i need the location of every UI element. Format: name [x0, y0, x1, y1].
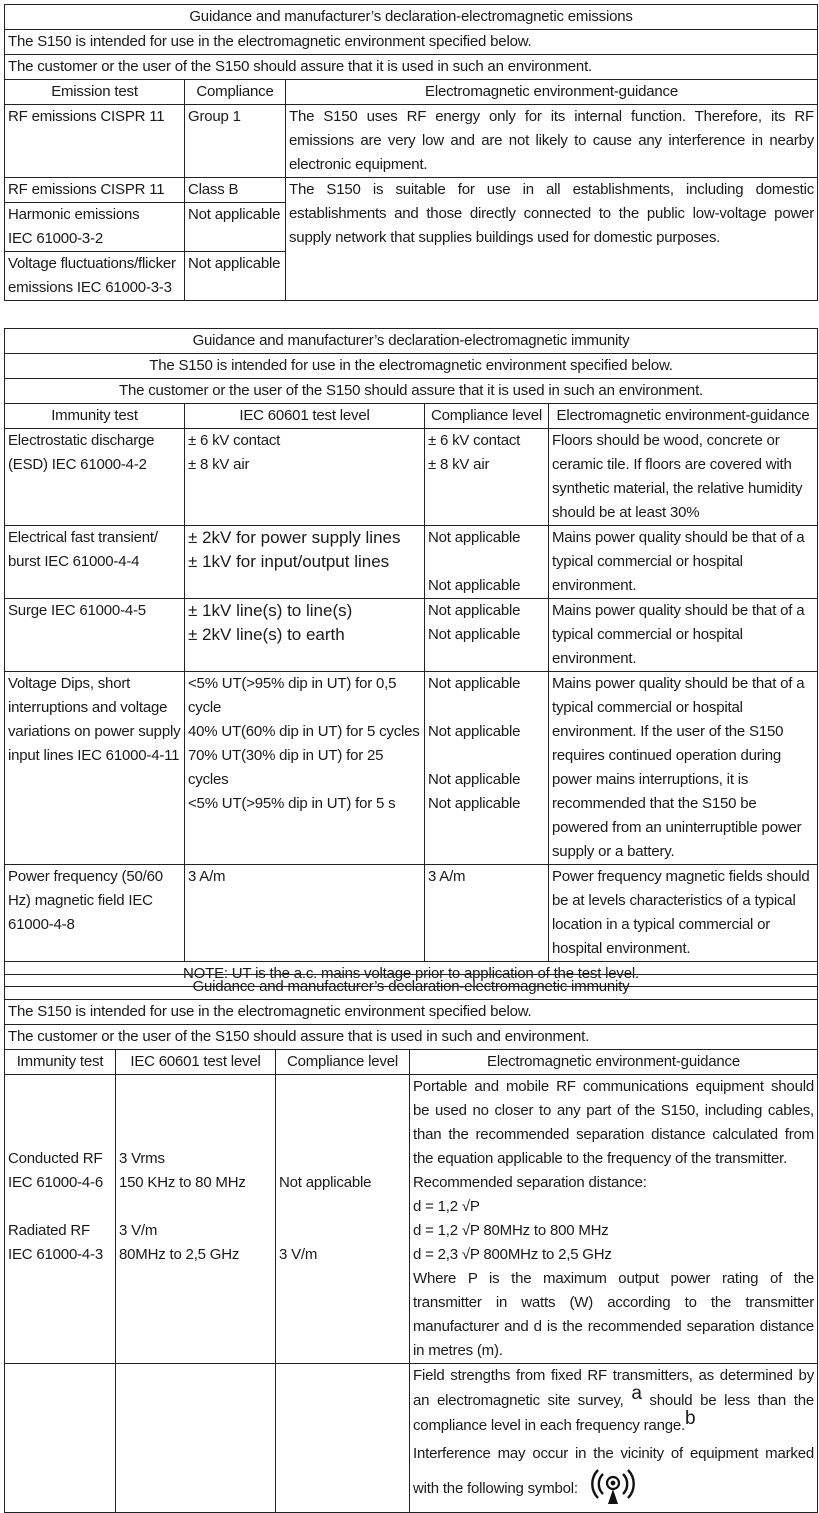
- immunity-test-cell: Electrostatic discharge (ESD) IEC 61000-4-2: [5, 429, 185, 526]
- field-text-1: Field strengths from fixed RF transmitters, as determined by an electromagnetic site survey,: [413, 1367, 814, 1409]
- level-line: 150 KHz to 80 MHz: [119, 1174, 246, 1191]
- compliance-line: Not applicable: [279, 1174, 372, 1191]
- spacer: [428, 696, 545, 720]
- level-line: <5% UT(>95% dip in UT) for 0,5 cycle: [188, 675, 397, 716]
- emissions-intro-2: The customer or the user of the S150 should assure that it is used in such an environment.: [5, 55, 818, 80]
- test-line: Radiated RF: [8, 1222, 91, 1239]
- compliance-line: Not applicable: [428, 723, 521, 740]
- immunity-intro-2: The customer or the user of the S150 should assure that it is used in such an environment.: [5, 379, 818, 404]
- spacer: [428, 550, 545, 574]
- level-line: 3 Vrms: [119, 1150, 165, 1167]
- immunity-title: Guidance and manufacturer’s declaration-electromagnetic immunity: [5, 975, 818, 1000]
- interference-text: Interference may occur in the vicinity of equipment marked with the following symbol:: [413, 1445, 814, 1497]
- empty-cell: [116, 1364, 276, 1513]
- compliance-line: Not applicable: [428, 626, 521, 643]
- test-line: IEC 61000-4-6: [8, 1174, 103, 1191]
- table-row: [5, 105, 818, 178]
- compliance-line: ± 6 kV contact: [428, 432, 521, 449]
- compliance-cell: Not applicable: [185, 203, 286, 252]
- immunity-intro-2: The customer or the user of the S150 should assure that is used in such and environment.: [5, 1025, 818, 1050]
- immunity-table-1: [4, 328, 818, 987]
- guidance-cell: The S150 is suitable for use in all establishments, including domestic establishments and those directly connected to the public low-voltage power supply network that supplies buildings used for domestic purposes.: [286, 178, 818, 301]
- compliance-cell: Class B: [185, 178, 286, 203]
- header-compliance-level: Compliance level: [425, 404, 549, 429]
- compliance-line: Not applicable: [428, 529, 521, 546]
- immunity-table-2: [4, 974, 818, 1513]
- compliance-line: Not applicable: [428, 795, 521, 812]
- emission-test-cell: RF emissions CISPR 11: [5, 105, 185, 178]
- test-line: Conducted RF: [8, 1150, 103, 1167]
- compliance-level-cell: [425, 672, 549, 865]
- guidance-cell: Mains power quality should be that of a typical commercial or hospital environment.: [549, 599, 818, 672]
- header-emission-test: Emission test: [5, 80, 185, 105]
- test-line: Voltage fluctuations/flicker: [8, 255, 176, 272]
- header-immunity-test: Immunity test: [5, 404, 185, 429]
- compliance-line: Not applicable: [428, 675, 521, 692]
- table-row: [5, 599, 818, 672]
- guidance-cell: [410, 1075, 818, 1364]
- header-compliance-level: Compliance level: [276, 1050, 410, 1075]
- compliance-level-cell: [276, 1075, 410, 1364]
- level-line: ± 8 kV air: [188, 456, 250, 473]
- separation-title: Recommended separation distance:: [413, 1174, 647, 1191]
- level-line: 80MHz to 2,5 GHz: [119, 1246, 240, 1263]
- where-text: Where P is the maximum output power rating of the transmitter in watts (W) according to the transmitter manufacturer and d is the recommended separation distance in metres (m).: [413, 1270, 814, 1359]
- compliance-level-cell: [425, 526, 549, 599]
- guidance-cell: The S150 uses RF energy only for its internal function. Therefore, its RF emissions are very low and are not likely to cause any interference in nearby electronic equipment.: [286, 105, 818, 178]
- header-em-guidance: Electromagnetic environment-guidance: [549, 404, 818, 429]
- table-row: [5, 1075, 818, 1364]
- immunity-test-cell: [5, 1075, 116, 1364]
- compliance-line: 3 V/m: [279, 1246, 318, 1263]
- compliance-cell: Not applicable: [185, 252, 286, 301]
- test-level-cell: [116, 1075, 276, 1364]
- footnote-b: b: [684, 1408, 696, 1429]
- level-line: ± 2kV line(s) to earth: [188, 625, 345, 644]
- test-line: IEC 61000-3-2: [8, 230, 103, 247]
- immunity-test-cell: Power frequency (50/60 Hz) magnetic field IEC 61000-4-8: [5, 865, 185, 962]
- compliance-line: Not applicable: [428, 602, 521, 619]
- level-line: ± 6 kV contact: [188, 432, 281, 449]
- emissions-title: Guidance and manufacturer’s declaration-electromagnetic emissions: [5, 5, 818, 30]
- spacer: [428, 744, 545, 768]
- emissions-intro-1: The S150 is intended for use in the electromagnetic environment specified below.: [5, 30, 818, 55]
- immunity-test-cell: Electrical fast transient/ burst IEC 61000-4-4: [5, 526, 185, 599]
- guidance-cell: Mains power quality should be that of a typical commercial or hospital environment. If the user of the S150 requires continued operation during power mains interruptions, it is recommended that the S150 be powered from an uninterruptible power supply or a battery.: [549, 672, 818, 865]
- table-row: [5, 1364, 818, 1513]
- guidance-intro: Portable and mobile RF communications equipment should be used no closer to any part of the S150, including cables, than the recommended separation distance calculated from the equation applicable to the frequency of the transmitter.: [413, 1078, 814, 1167]
- emission-test-cell: RF emissions CISPR 11: [5, 178, 185, 203]
- table-row: [5, 865, 818, 962]
- test-level-cell: [185, 672, 425, 865]
- level-line: 3 V/m: [119, 1222, 158, 1239]
- immunity-note: NOTE: UT is the a.c. mains voltage prior to application of the test level.: [5, 962, 818, 987]
- compliance-level-cell: 3 A/m: [425, 865, 549, 962]
- test-line: Harmonic emissions: [8, 206, 140, 223]
- immunity-test-cell: Voltage Dips, short interruptions and voltage variations on power supply input lines IEC 61000-4-11: [5, 672, 185, 865]
- compliance-line: Not applicable: [428, 771, 521, 788]
- compliance-line: ± 8 kV air: [428, 456, 490, 473]
- table-row: [5, 526, 818, 599]
- test-line: IEC 61000-4-3: [8, 1246, 103, 1263]
- empty-cell: [5, 1364, 116, 1513]
- header-em-guidance: Electromagnetic environment-guidance: [410, 1050, 818, 1075]
- guidance-cell: Power frequency magnetic fields should be at levels characteristics of a typical location in a typical commercial or hospital environment.: [549, 865, 818, 962]
- table-row: [5, 178, 818, 203]
- table-row: [5, 429, 818, 526]
- compliance-level-cell: [425, 429, 549, 526]
- test-level-cell: [185, 599, 425, 672]
- test-level-cell: 3 A/m: [185, 865, 425, 962]
- header-immunity-test: Immunity test: [5, 1050, 116, 1075]
- compliance-cell: Group 1: [185, 105, 286, 178]
- guidance-cell: [410, 1364, 818, 1513]
- compliance-line: Not applicable: [428, 577, 521, 594]
- test-level-cell: [185, 526, 425, 599]
- level-line: 70% UT(30% dip in UT) for 25 cycles: [188, 747, 384, 788]
- compliance-level-cell: [425, 599, 549, 672]
- table-row: [5, 672, 818, 865]
- level-line: 40% UT(60% dip in UT) for 5 cycles: [188, 723, 420, 740]
- level-line: ± 1kV for input/output lines: [188, 552, 390, 571]
- equation: d = 1,2 √P: [413, 1198, 480, 1215]
- test-line: emissions IEC 61000-3-3: [8, 279, 172, 296]
- non-ionizing-radiation-icon: [586, 1466, 640, 1512]
- level-line: <5% UT(>95% dip in UT) for 5 s: [188, 795, 396, 812]
- emission-test-cell: [5, 252, 185, 301]
- header-compliance: Compliance: [185, 80, 286, 105]
- immunity-test-cell: Surge IEC 61000-4-5: [5, 599, 185, 672]
- guidance-cell: Mains power quality should be that of a typical commercial or hospital environment.: [549, 526, 818, 599]
- emission-test-cell: [5, 203, 185, 252]
- emissions-table: [4, 4, 818, 301]
- guidance-cell: Floors should be wood, concrete or ceramic tile. If floors are covered with synthetic material, the relative humidity should be at least 30%: [549, 429, 818, 526]
- immunity-intro-1: The S150 is intended for use in the electromagnetic environment specified below.: [5, 354, 818, 379]
- equation: d = 2,3 √P 800MHz to 2,5 GHz: [413, 1246, 612, 1263]
- immunity-title: Guidance and manufacturer’s declaration-electromagnetic immunity: [5, 329, 818, 354]
- immunity-intro-1: The S150 is intended for use in the electromagnetic environment specified below.: [5, 1000, 818, 1025]
- test-level-cell: [185, 429, 425, 526]
- level-line: ± 1kV line(s) to line(s): [188, 601, 353, 620]
- level-line: ± 2kV for power supply lines: [188, 528, 401, 547]
- field-text-2: should be less than the compliance level in each frequency range.: [413, 1392, 815, 1434]
- empty-cell: [276, 1364, 410, 1513]
- header-em-guidance: Electromagnetic environment-guidance: [286, 80, 818, 105]
- header-test-level: IEC 60601 test level: [185, 404, 425, 429]
- footnote-a: a: [631, 1383, 642, 1404]
- equation: d = 1,2 √P 80MHz to 800 MHz: [413, 1222, 609, 1239]
- header-test-level: IEC 60601 test level: [116, 1050, 276, 1075]
